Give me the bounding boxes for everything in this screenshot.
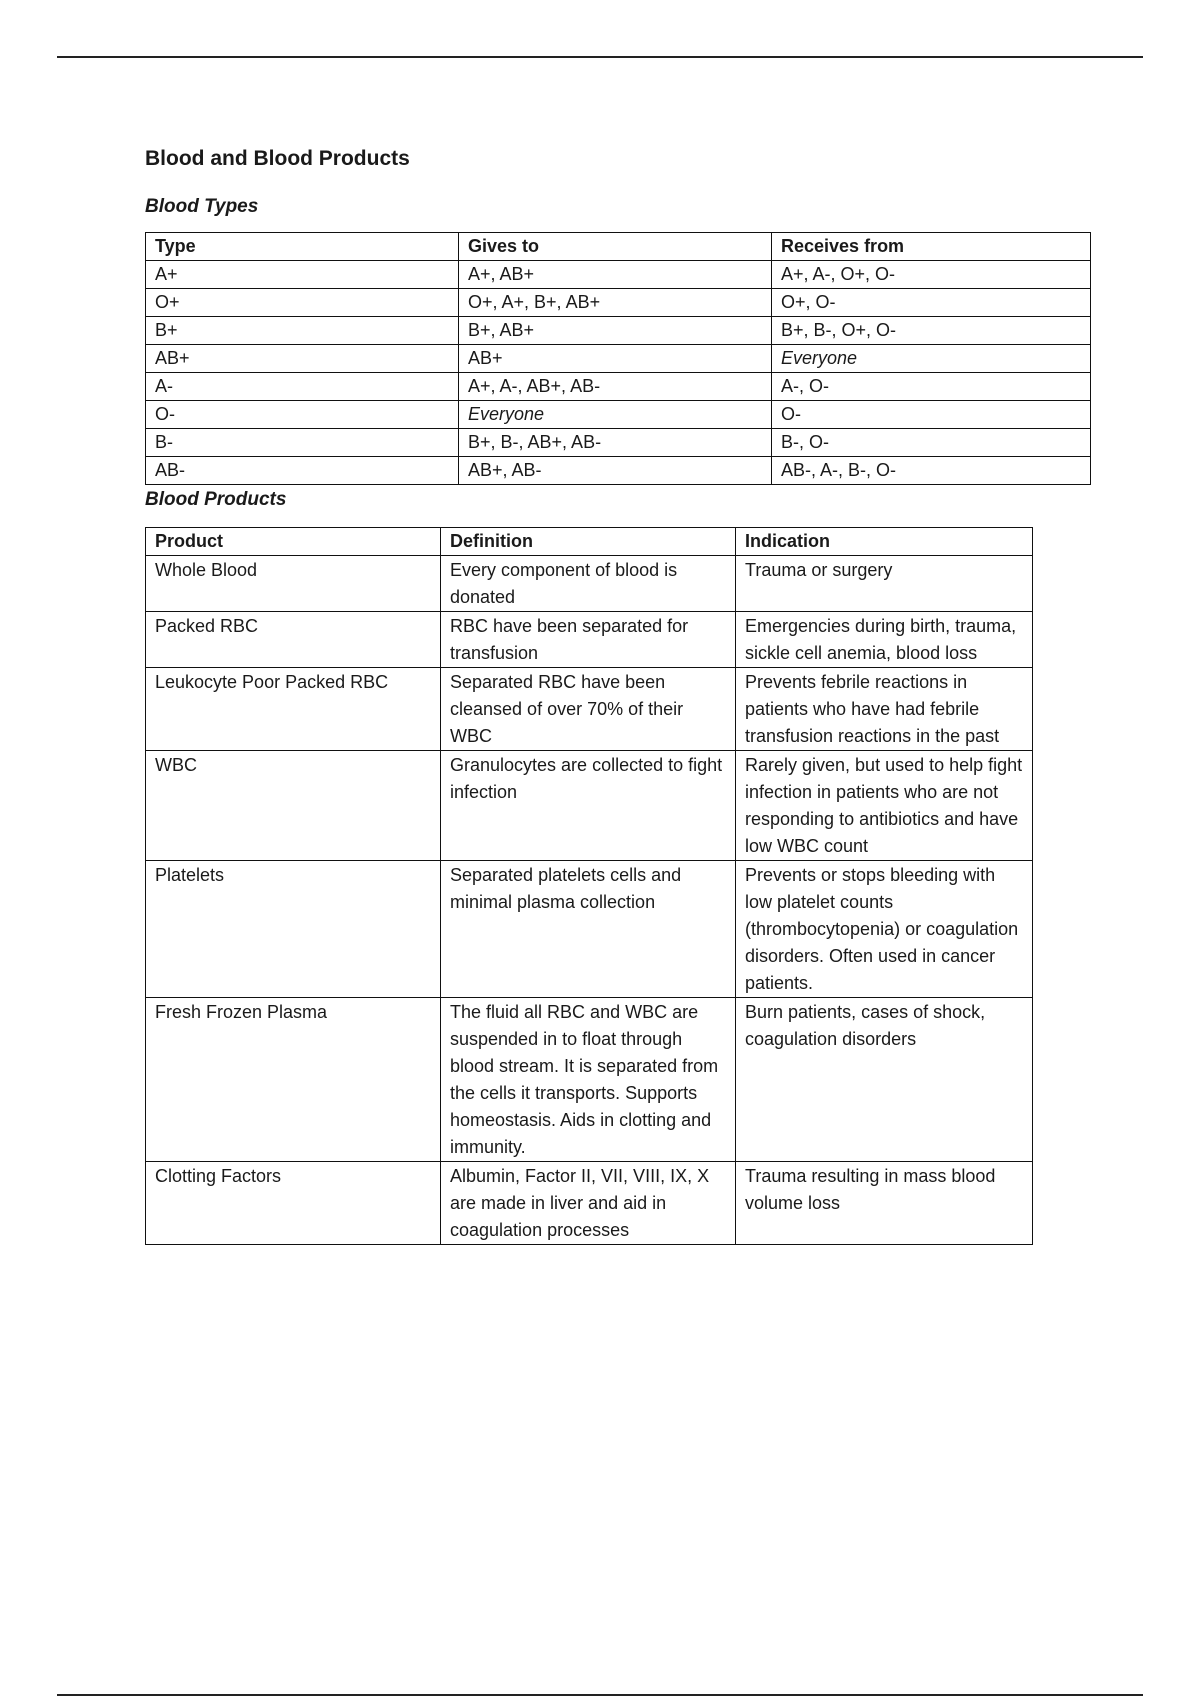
receives-from-cell: O-	[772, 401, 1091, 429]
definition-cell: Separated platelets cells and minimal plasma collection	[441, 861, 736, 998]
receives-from-cell: Everyone	[772, 345, 1091, 373]
column-header-gives-to: Gives to	[459, 233, 772, 261]
definition-cell: Albumin, Factor II, VII, VIII, IX, X are made in liver and aid in coagulation processes	[441, 1162, 736, 1245]
gives-to-cell: O+, A+, B+, AB+	[459, 289, 772, 317]
column-header-receives-from: Receives from	[772, 233, 1091, 261]
page-content	[145, 143, 1091, 1245]
product-cell: Clotting Factors	[146, 1162, 441, 1245]
table-row	[146, 612, 1033, 668]
gives-to-cell: B+, AB+	[459, 317, 772, 345]
blood-type-cell: A-	[146, 373, 459, 401]
table-row	[146, 429, 1091, 457]
indication-cell: Emergencies during birth, trauma, sickle cell anemia, blood loss	[736, 612, 1033, 668]
indication-cell: Burn patients, cases of shock, coagulation disorders	[736, 998, 1033, 1162]
definition-cell: RBC have been separated for transfusion	[441, 612, 736, 668]
column-header-product: Product	[146, 528, 441, 556]
table-row	[146, 668, 1033, 751]
blood-type-cell: AB+	[146, 345, 459, 373]
blood-type-cell: B-	[146, 429, 459, 457]
product-cell: Leukocyte Poor Packed RBC	[146, 668, 441, 751]
product-cell: Whole Blood	[146, 556, 441, 612]
table-row	[146, 556, 1033, 612]
table-row	[146, 317, 1091, 345]
blood-types-table	[145, 232, 1091, 485]
receives-from-cell: AB-, A-, B-, O-	[772, 457, 1091, 485]
column-header-definition: Definition	[441, 528, 736, 556]
table-row	[146, 1162, 1033, 1245]
blood-type-cell: B+	[146, 317, 459, 345]
table-row	[146, 751, 1033, 861]
table-row	[146, 401, 1091, 429]
indication-cell: Prevents febrile reactions in patients who have had febrile transfusion reactions in the past	[736, 668, 1033, 751]
column-header-type: Type	[146, 233, 459, 261]
gives-to-cell: B+, B-, AB+, AB-	[459, 429, 772, 457]
receives-from-cell: O+, O-	[772, 289, 1091, 317]
indication-cell: Trauma resulting in mass blood volume loss	[736, 1162, 1033, 1245]
page-bottom-rule	[57, 1694, 1143, 1696]
indication-cell: Trauma or surgery	[736, 556, 1033, 612]
blood-type-cell: AB-	[146, 457, 459, 485]
gives-to-cell: A+, AB+	[459, 261, 772, 289]
table-header-row	[146, 528, 1033, 556]
definition-cell: Separated RBC have been cleansed of over 70% of their WBC	[441, 668, 736, 751]
blood-products-table	[145, 527, 1033, 1245]
indication-cell: Prevents or stops bleeding with low platelet counts (thrombocytopenia) or coagulation disorders. Often used in cancer patients.	[736, 861, 1033, 998]
definition-cell: Every component of blood is donated	[441, 556, 736, 612]
table-row	[146, 998, 1033, 1162]
table-row	[146, 261, 1091, 289]
receives-from-cell: B+, B-, O+, O-	[772, 317, 1091, 345]
table-row	[146, 457, 1091, 485]
blood-type-cell: O-	[146, 401, 459, 429]
gives-to-cell: A+, A-, AB+, AB-	[459, 373, 772, 401]
table-row	[146, 373, 1091, 401]
product-cell: Platelets	[146, 861, 441, 998]
gives-to-cell: Everyone	[459, 401, 772, 429]
page-top-rule	[57, 56, 1143, 58]
blood-types-heading: Blood Types	[145, 196, 259, 217]
product-cell: Packed RBC	[146, 612, 441, 668]
page-title: Blood and Blood Products	[145, 147, 410, 170]
product-cell: Fresh Frozen Plasma	[146, 998, 441, 1162]
table-row	[146, 861, 1033, 998]
definition-cell: Granulocytes are collected to fight infection	[441, 751, 736, 861]
receives-from-cell: A+, A-, O+, O-	[772, 261, 1091, 289]
receives-from-cell: A-, O-	[772, 373, 1091, 401]
definition-cell: The fluid all RBC and WBC are suspended in to float through blood stream. It is separated from the cells it transports. Supports homeostasis. Aids in clotting and immunity.	[441, 998, 736, 1162]
column-header-indication: Indication	[736, 528, 1033, 556]
indication-cell: Rarely given, but used to help fight infection in patients who are not responding to antibiotics and have low WBC count	[736, 751, 1033, 861]
gives-to-cell: AB+	[459, 345, 772, 373]
blood-products-heading: Blood Products	[145, 489, 287, 510]
gives-to-cell: AB+, AB-	[459, 457, 772, 485]
blood-type-cell: A+	[146, 261, 459, 289]
receives-from-cell: B-, O-	[772, 429, 1091, 457]
table-row	[146, 289, 1091, 317]
table-row	[146, 345, 1091, 373]
blood-type-cell: O+	[146, 289, 459, 317]
product-cell: WBC	[146, 751, 441, 861]
table-header-row	[146, 233, 1091, 261]
